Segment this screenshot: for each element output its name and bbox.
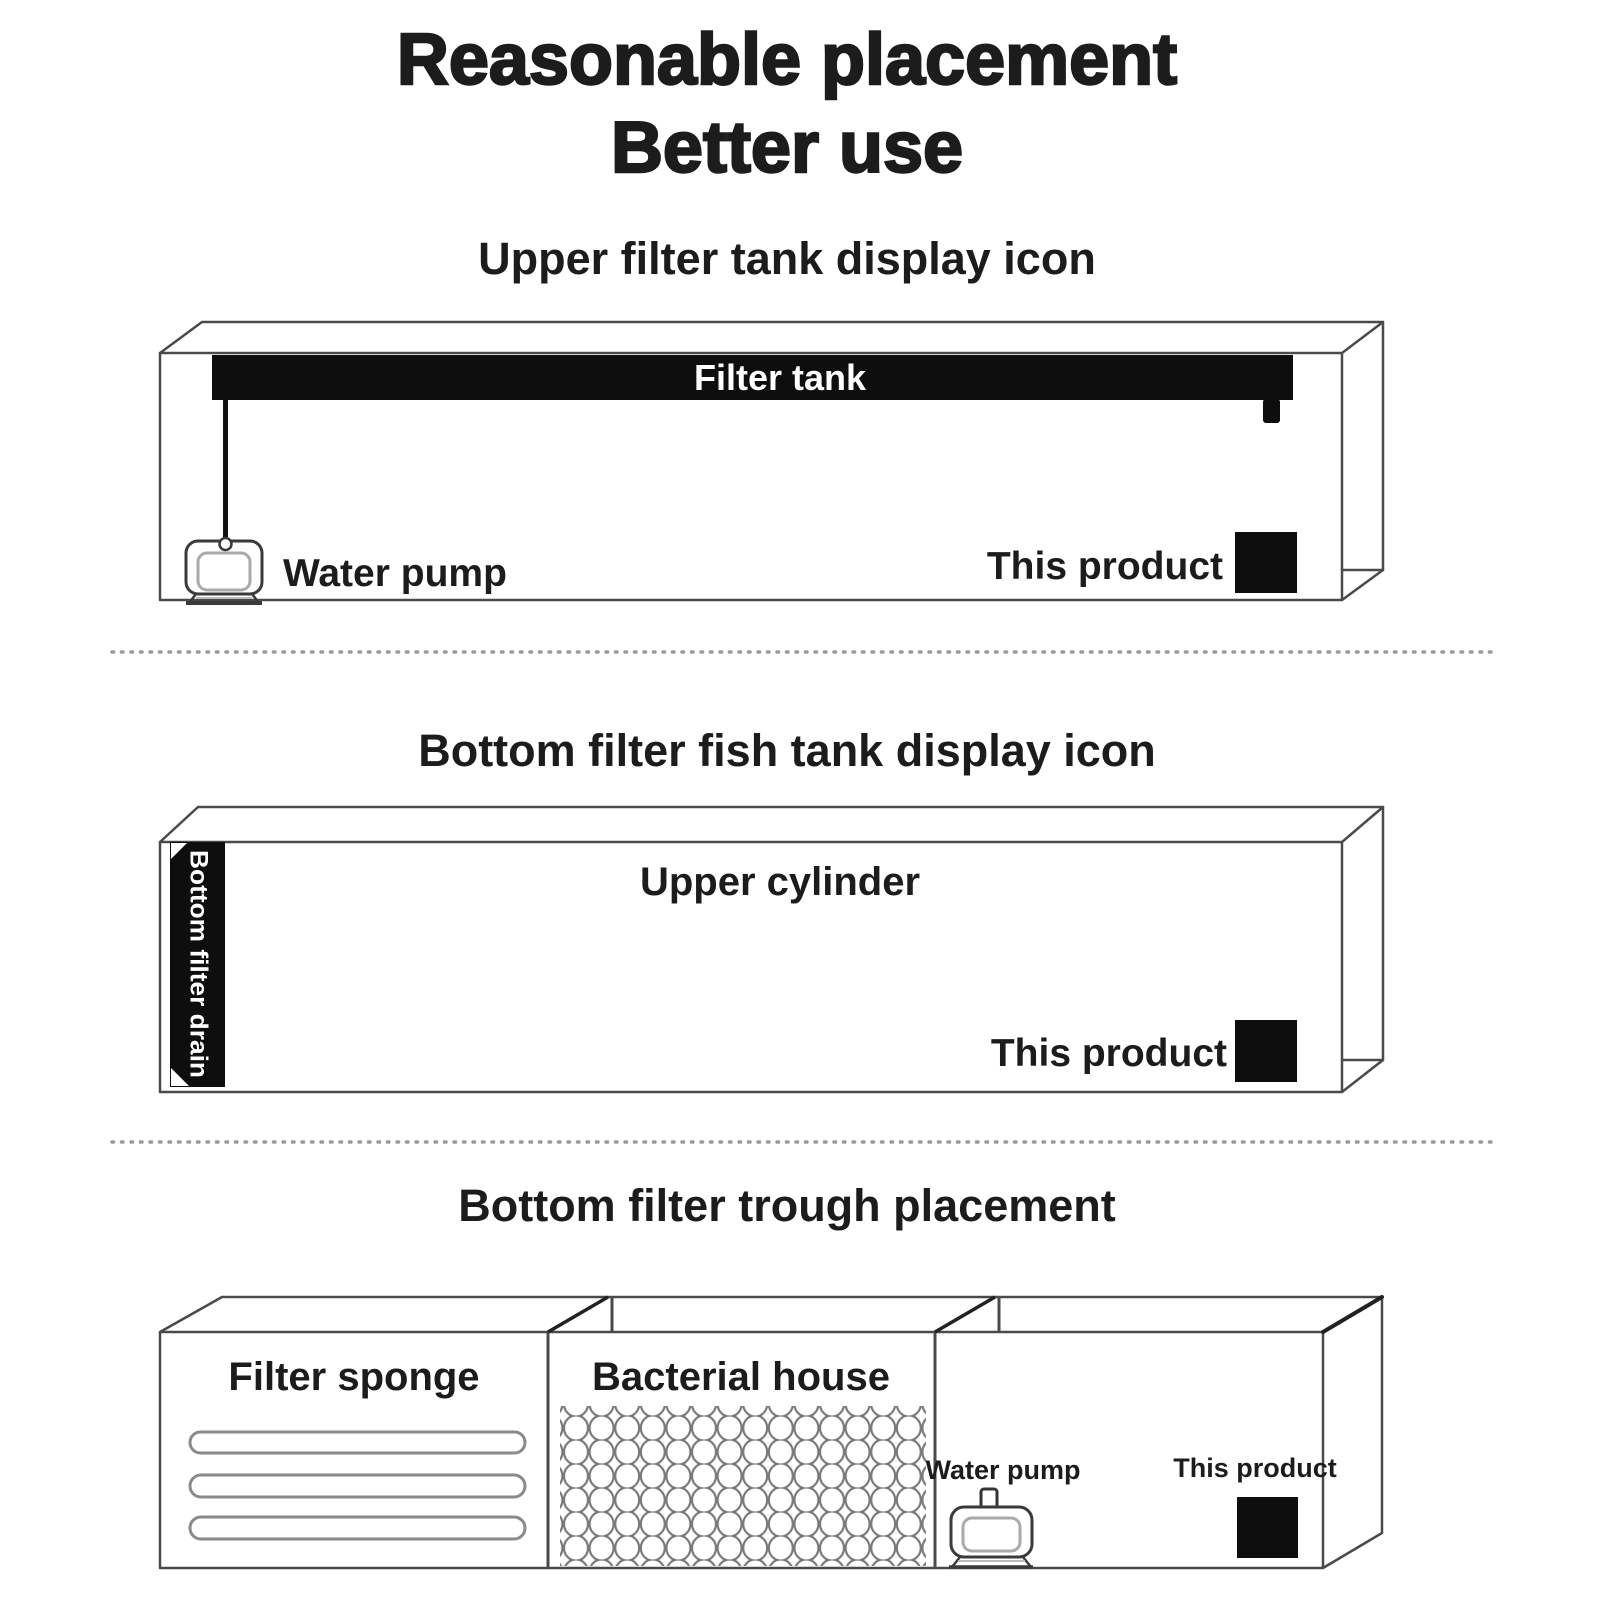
bottom-filter-tank-diagram	[160, 807, 1383, 1092]
sponge-slat-2	[190, 1475, 525, 1497]
section-bottom-tank-heading: Bottom filter fish tank display icon	[418, 725, 1156, 776]
water-pump-icon-2	[949, 1489, 1033, 1567]
outlet-stub	[1263, 399, 1280, 423]
bacterial-house-label: Bacterial house	[592, 1355, 890, 1399]
sponge-slat-1	[190, 1432, 525, 1453]
water-pump-label: Water pump	[283, 552, 507, 595]
upper-filter-tank-diagram	[160, 322, 1383, 603]
this-product-square-1	[1235, 532, 1297, 593]
this-product-square-3	[1237, 1497, 1298, 1558]
page-title-line-2: Better use	[610, 108, 964, 188]
sponge-slat-3	[190, 1517, 525, 1539]
upper-cylinder-label: Upper cylinder	[639, 860, 921, 904]
bio-ball-grid	[560, 1406, 926, 1566]
section-trough-heading: Bottom filter trough placement	[458, 1180, 1116, 1231]
filter-sponge-label: Filter sponge	[228, 1355, 480, 1399]
section-upper-heading: Upper filter tank display icon	[478, 233, 1096, 284]
filter-tank-label: Filter tank	[693, 357, 867, 398]
this-product-label-3: This product	[1173, 1453, 1337, 1483]
this-product-square-2	[1235, 1020, 1297, 1082]
this-product-label-2: This product	[990, 1032, 1227, 1075]
page-title-line-1: Reasonable placement	[396, 20, 1178, 100]
this-product-label-1: This product	[986, 545, 1223, 588]
tank-3-corner-edge	[1323, 1297, 1382, 1332]
bottom-drain-label: Bottom filter drain	[184, 850, 213, 1067]
water-pump-label-2: Water pump	[925, 1455, 1081, 1485]
water-pump-icon	[186, 538, 262, 603]
filter-trough-diagram	[160, 1297, 1382, 1568]
